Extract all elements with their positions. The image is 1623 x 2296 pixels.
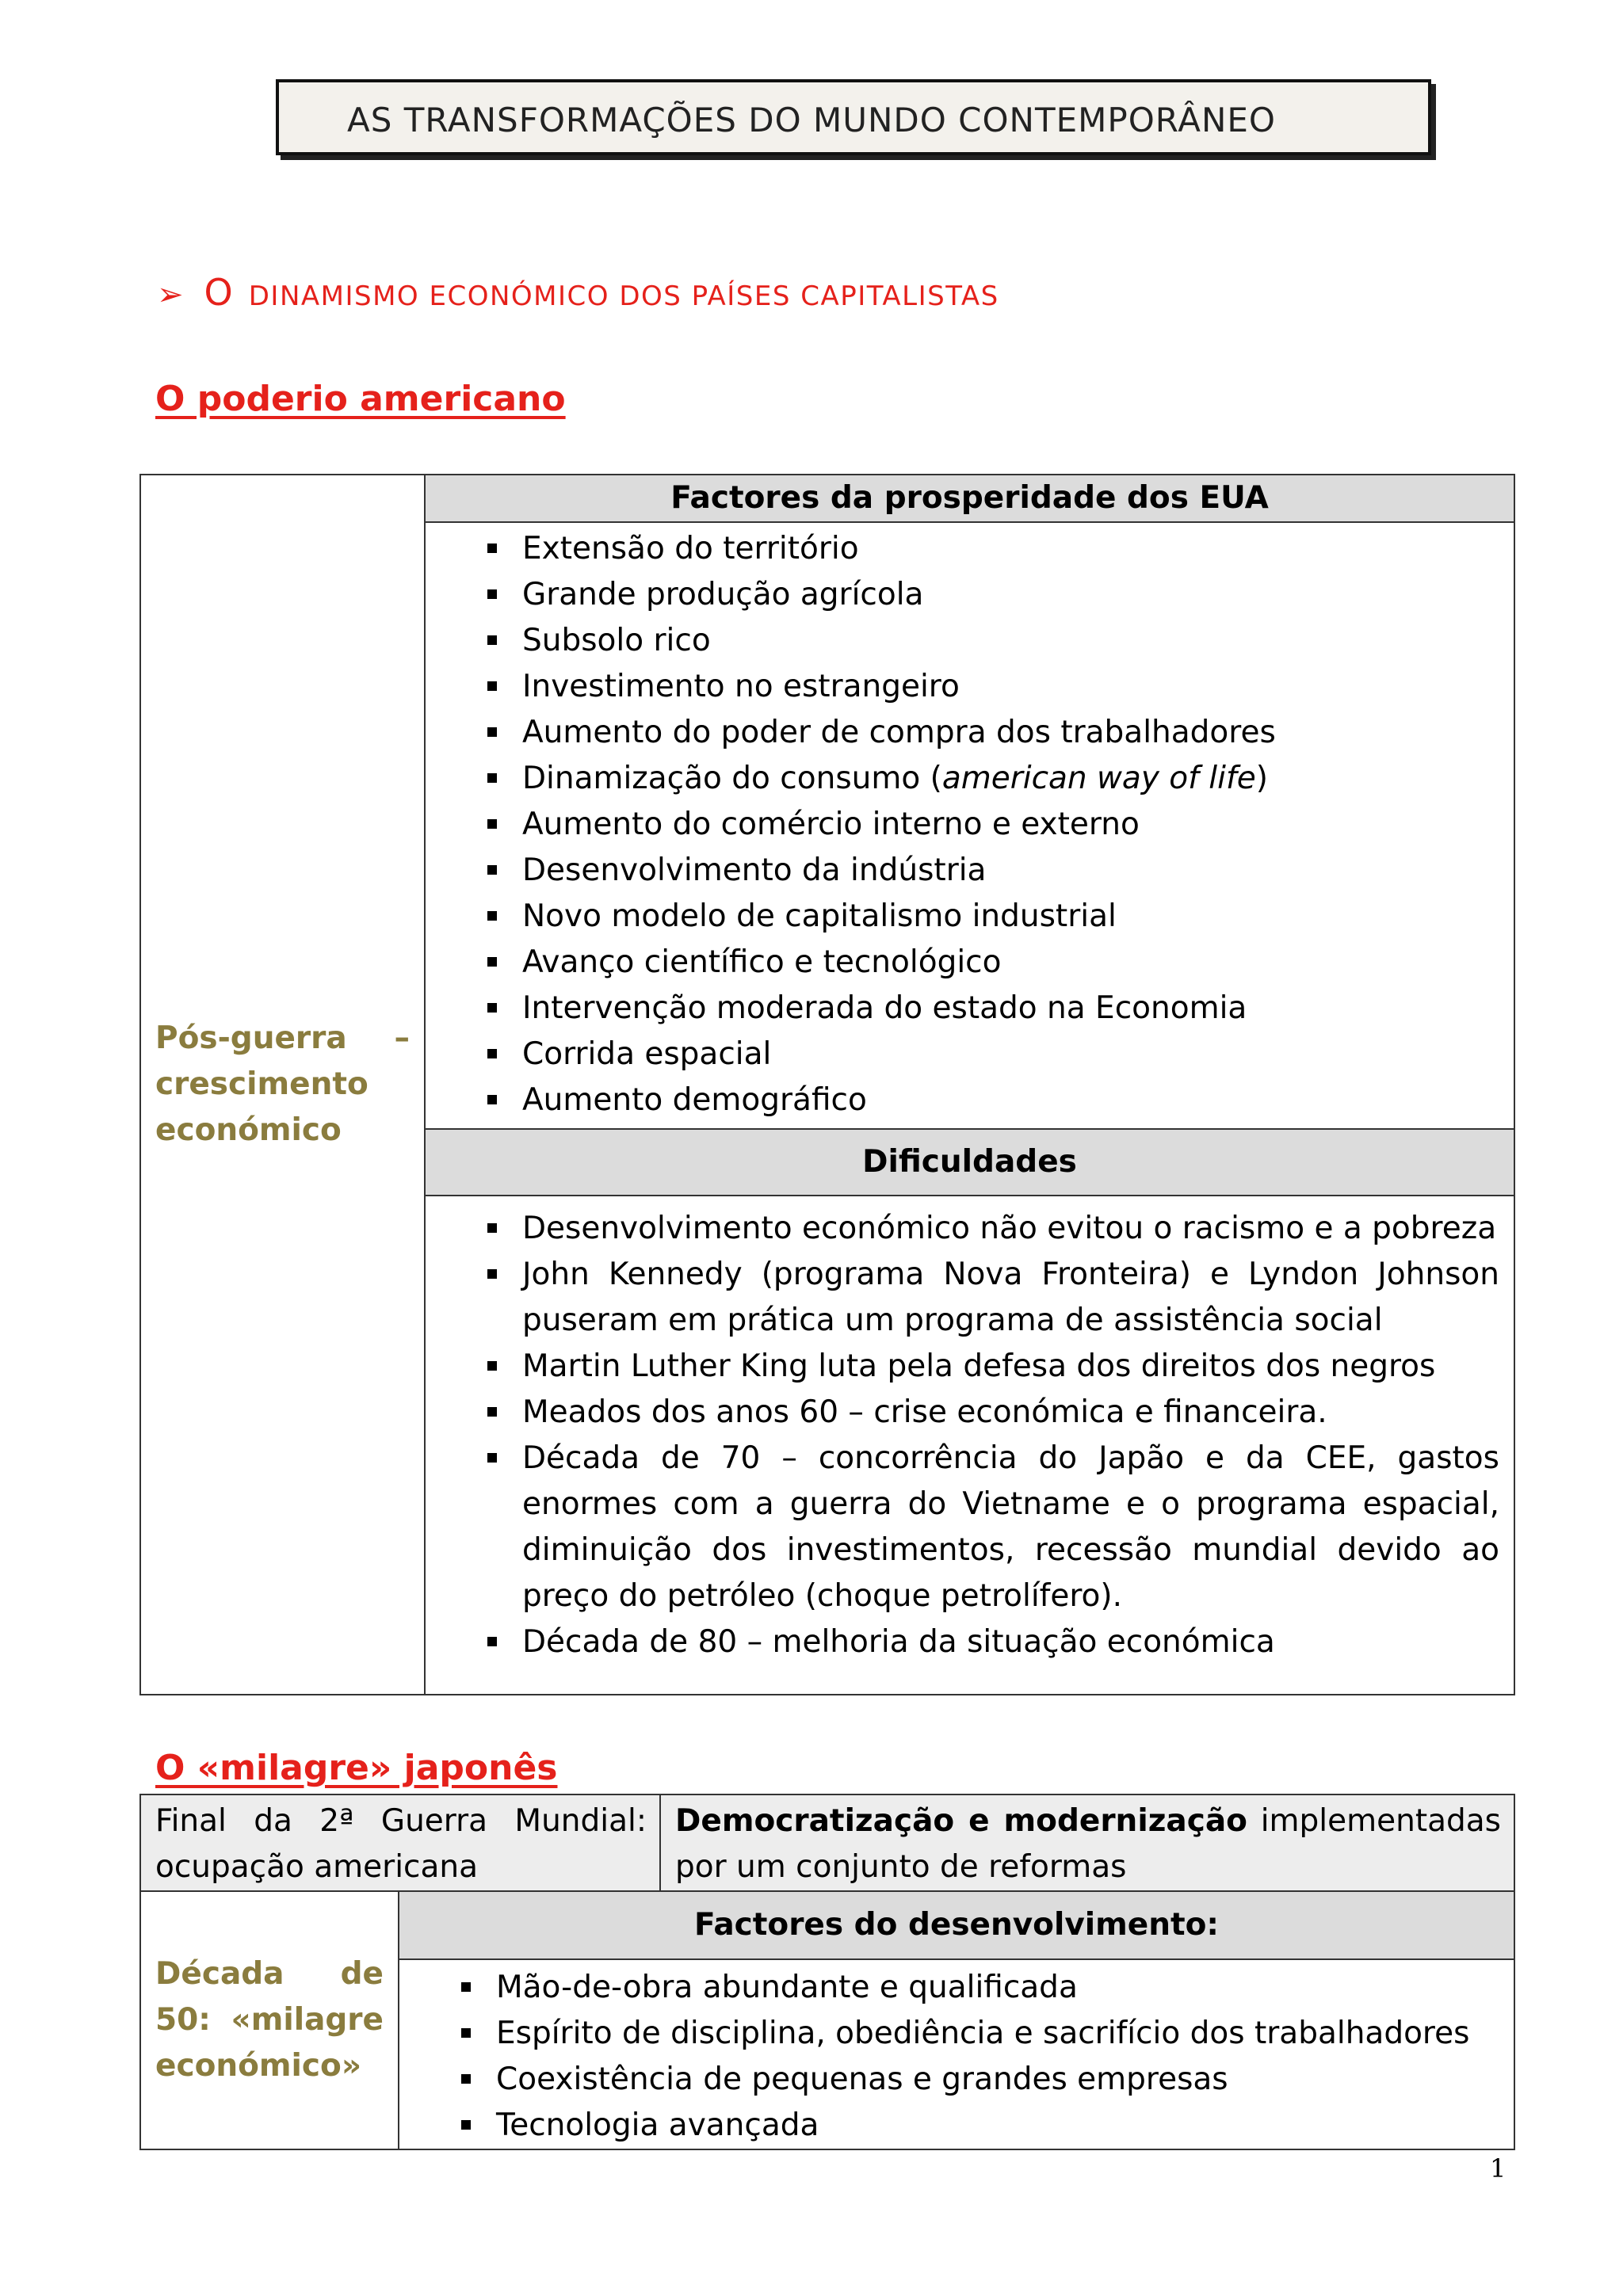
list-item: Desenvolvimento económico não evitou o racismo e a pobreza [467, 1206, 1499, 1252]
list-item: Mão-de-obra abundante e qualificada [441, 1965, 1499, 2011]
page-number: 1 [1490, 2153, 1507, 2183]
list-item: Intervenção moderada do estado na Economia [467, 986, 1499, 1032]
list-item: Novo modelo de capitalismo industrial [467, 894, 1499, 940]
section-title: DINAMISMO ECONÓMICO DOS PAÍSES CAPITALISTAS [248, 280, 999, 312]
list-item: Aumento do comércio interno e externo [467, 802, 1499, 848]
usa-difficulties-list [467, 1206, 1499, 1665]
usa-difficulties-header: Dificuldades [425, 1129, 1514, 1196]
list-item: Aumento do poder de compra dos trabalhadores [467, 710, 1499, 756]
list-item: Extensão do território [467, 526, 1499, 572]
list-item: Desenvolvimento da indústria [467, 848, 1499, 894]
arrow-bullet-icon: ➢ [157, 277, 184, 313]
list-item: Espírito de disciplina, obediência e sacrifício dos trabalhadores [441, 2011, 1499, 2057]
list-item: Dinamização do consumo (american way of life) [467, 756, 1499, 802]
usa-factors-cell [425, 522, 1514, 1129]
japan-table [139, 1794, 1515, 2150]
japan-side-label: Década de 50: «milagre económico» [140, 1891, 399, 2149]
list-item: Investimento no estrangeiro [467, 664, 1499, 710]
list-item: Coexistência de pequenas e grandes empresas [441, 2057, 1499, 2103]
list-item: Corrida espacial [467, 1032, 1499, 1077]
list-item: Tecnologia avançada [441, 2103, 1499, 2149]
japan-heading: O «milagre» japonês [155, 1748, 558, 1788]
list-item: Martin Luther King luta pela defesa dos direitos dos negros [467, 1344, 1499, 1390]
list-item: Meados dos anos 60 – crise económica e financeira. [467, 1390, 1499, 1436]
japan-occupation-cell: Final da 2ª Guerra Mundial: ocupação americana [140, 1794, 660, 1891]
usa-factors-list [467, 526, 1499, 1123]
japan-factors-list [441, 1965, 1499, 2149]
section-initial: O [204, 271, 233, 314]
usa-heading: O poderio americano [155, 379, 566, 419]
list-item: Década de 80 – melhoria da situação económica [467, 1619, 1499, 1665]
title-box [276, 79, 1431, 155]
list-item: Aumento demográfico [467, 1077, 1499, 1123]
page-title: AS TRANSFORMAÇÕES DO MUNDO CONTEMPORÂNEO [347, 101, 1276, 139]
list-item: John Kennedy (programa Nova Fronteira) e Lyndon Johnson puseram em prática um programa de assistência social [467, 1252, 1499, 1344]
usa-difficulties-cell [425, 1196, 1514, 1695]
usa-side-label: Pós-guerra – crescimento económico [140, 475, 425, 1695]
list-item: Década de 70 – concorrência do Japão e da CEE, gastos enormes com a guerra do Vietname e o programa espacial, diminuição dos investimentos, recessão mundial devido ao preço do petróleo (choque petrolífero). [467, 1436, 1499, 1619]
japan-factors-header: Factores do desenvolvimento: [399, 1891, 1514, 1959]
list-item: Avanço científico e tecnológico [467, 940, 1499, 986]
section-heading [157, 271, 999, 314]
usa-table [139, 474, 1515, 1695]
list-item: Subsolo rico [467, 618, 1499, 664]
japan-factors-cell [399, 1959, 1514, 2149]
usa-factors-header: Factores da prosperidade dos EUA [425, 475, 1514, 522]
japan-reforms-cell: Democratização e modernização implementadas por um conjunto de reformas [660, 1794, 1514, 1891]
list-item: Grande produção agrícola [467, 572, 1499, 618]
